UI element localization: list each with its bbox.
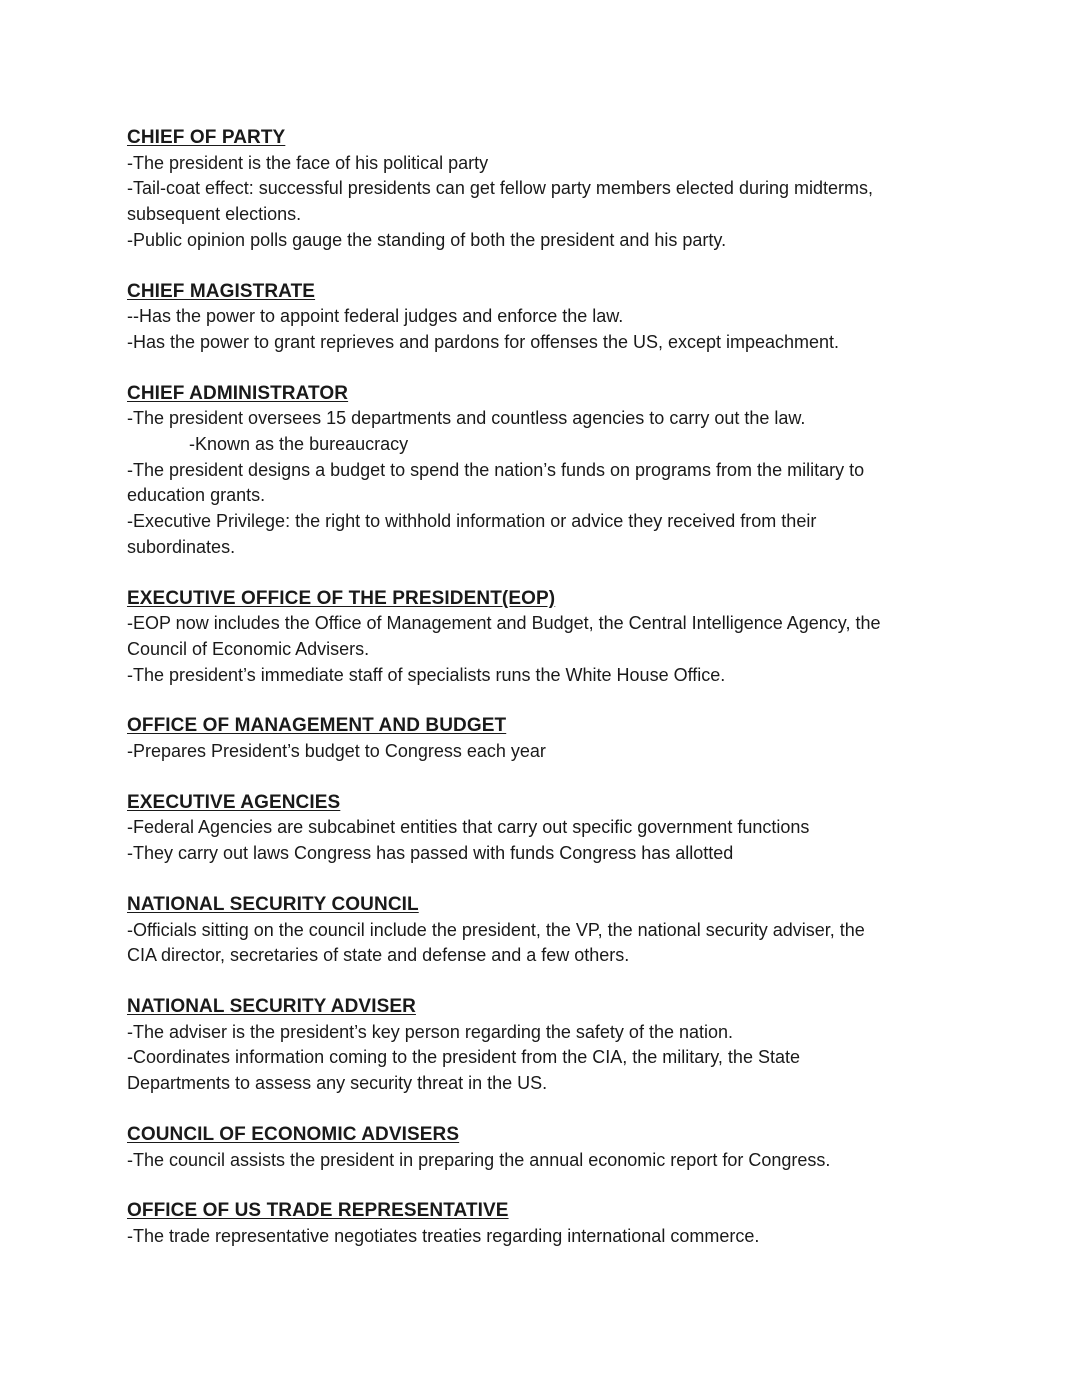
section-heading: COUNCIL OF ECONOMIC ADVISERS <box>127 1123 460 1145</box>
body-line: -The adviser is the president’s key person regarding the safety of the nation. <box>127 1021 734 1042</box>
section-executive-agencies <box>127 790 957 867</box>
body-line: Council of Economic Advisers. <box>127 638 370 659</box>
section-heading: OFFICE OF MANAGEMENT AND BUDGET <box>127 715 507 737</box>
body-line: -Has the power to grant reprieves and pardons for offenses the US, except impeachment. <box>127 331 840 352</box>
section-heading: NATIONAL SECURITY ADVISER <box>127 995 416 1017</box>
section-chief-administrator <box>127 381 957 561</box>
body-line: education grants. <box>127 485 266 506</box>
section-executive-office <box>127 586 957 689</box>
body-line: -The president’s immediate staff of specialists runs the White House Office. <box>127 664 726 685</box>
body-line: -The president is the face of his political party <box>127 152 489 173</box>
body-line: subordinates. <box>127 536 236 557</box>
body-line: -Coordinates information coming to the president from the CIA, the military, the State <box>127 1047 800 1068</box>
body-line: -Federal Agencies are subcabinet entities that carry out specific government functions <box>127 817 810 838</box>
body-line: -They carry out laws Congress has passed with funds Congress has allotted <box>127 843 734 864</box>
body-line-indented: -Known as the bureaucracy <box>189 434 409 455</box>
section-council-economic-advisers <box>127 1122 957 1173</box>
body-line: -The trade representative negotiates treaties regarding international commerce. <box>127 1225 760 1246</box>
section-chief-magistrate <box>127 279 957 356</box>
section-national-security-council <box>127 892 957 969</box>
section-heading: CHIEF OF PARTY <box>127 127 286 148</box>
body-line: -Executive Privilege: the right to withhold information or advice they received from their <box>127 511 817 532</box>
section-heading: CHIEF MAGISTRATE <box>127 280 316 302</box>
body-line: -Officials sitting on the council include the president, the VP, the national security adviser, the <box>127 919 865 940</box>
section-omb <box>127 713 957 764</box>
body-line: -Prepares President’s budget to Congress each year <box>127 741 546 762</box>
body-line: -Public opinion polls gauge the standing of both the president and his party. <box>127 229 727 250</box>
body-line: -The council assists the president in preparing the annual economic report for Congress. <box>127 1149 831 1170</box>
body-line: --Has the power to appoint federal judges and enforce the law. <box>127 306 624 327</box>
section-heading: EXECUTIVE OFFICE OF THE PRESIDENT(EOP) <box>127 587 556 609</box>
section-heading: OFFICE OF US TRADE REPRESENTATIVE <box>127 1200 509 1222</box>
section-heading: NATIONAL SECURITY COUNCIL <box>127 893 419 915</box>
section-trade-representative <box>127 1198 957 1249</box>
body-line: subsequent elections. <box>127 204 302 225</box>
document-page <box>127 125 957 1275</box>
body-line: -The president designs a budget to spend the nation’s funds on programs from the military to <box>127 459 865 480</box>
body-line: CIA director, secretaries of state and defense and a few others. <box>127 945 630 966</box>
section-chief-of-party <box>127 125 957 254</box>
section-national-security-adviser <box>127 994 957 1097</box>
body-line: -The president oversees 15 departments and countless agencies to carry out the law. <box>127 408 806 429</box>
body-line: -EOP now includes the Office of Management and Budget, the Central Intelligence Agency, the <box>127 613 881 634</box>
section-heading: EXECUTIVE AGENCIES <box>127 791 341 813</box>
body-line: -Tail-coat effect: successful presidents can get fellow party members elected during midterms, <box>127 178 873 199</box>
section-heading: CHIEF ADMINISTRATOR <box>127 382 349 404</box>
body-line: Departments to assess any security threat in the US. <box>127 1073 548 1094</box>
